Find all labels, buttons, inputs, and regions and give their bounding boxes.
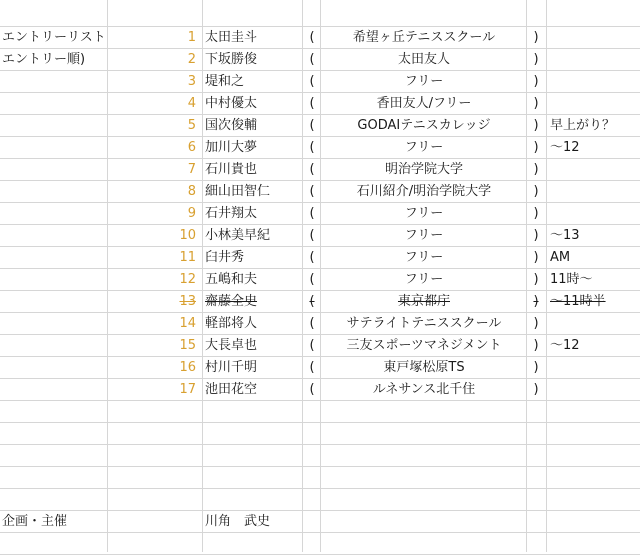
paren-close[interactable]: ) — [533, 140, 539, 155]
paren-open[interactable]: ( — [309, 250, 315, 265]
entry-number[interactable]: 12 — [179, 272, 196, 287]
entry-number[interactable]: 10 — [179, 228, 196, 243]
player-name[interactable]: 臼井秀 — [205, 250, 245, 265]
entry-number[interactable]: 16 — [179, 360, 196, 375]
paren-close[interactable]: ) — [533, 360, 539, 375]
player-name[interactable]: 軽部将人 — [205, 316, 258, 331]
affiliation[interactable]: GODAIテニスカレッジ — [357, 118, 491, 133]
paren-open[interactable]: ( — [309, 206, 315, 221]
affiliation[interactable]: 希望ヶ丘テニススクール — [352, 30, 496, 45]
paren-open[interactable]: ( — [309, 272, 315, 287]
player-name[interactable]: 加川大夢 — [205, 140, 258, 155]
affiliation[interactable]: サテライトテニススクール — [346, 316, 502, 331]
note[interactable]: 〜12 — [550, 140, 580, 155]
paren-close[interactable]: ) — [533, 228, 539, 243]
entry-number[interactable]: 9 — [187, 206, 196, 221]
paren-open[interactable]: ( — [309, 316, 315, 331]
paren-close[interactable]: ) — [533, 272, 539, 287]
entry-number[interactable]: 6 — [187, 140, 196, 155]
entry-number[interactable]: 13 — [179, 294, 196, 309]
table-row[interactable] — [0, 291, 640, 313]
affiliation[interactable]: 明治学院大学 — [384, 162, 463, 177]
affiliation[interactable]: ルネサンス北千住 — [372, 382, 476, 397]
paren-close[interactable]: ) — [533, 52, 539, 67]
table-row[interactable] — [0, 71, 640, 93]
table-row[interactable] — [0, 49, 640, 71]
note[interactable] — [547, 379, 640, 400]
paren-close[interactable]: ) — [533, 96, 539, 111]
table-row[interactable] — [0, 115, 640, 137]
player-name[interactable]: 小林美早紀 — [205, 228, 271, 243]
paren-close[interactable]: ) — [533, 30, 539, 45]
note[interactable]: 〜12 — [550, 338, 580, 353]
sheet-subtitle: エントリー順) — [2, 52, 86, 67]
note[interactable]: 早上がり？ — [550, 118, 616, 133]
note[interactable]: 〜11時半 — [550, 294, 606, 309]
table-row[interactable] — [0, 269, 640, 291]
paren-close[interactable]: ) — [533, 338, 539, 353]
sheet-title: エントリーリスト — [2, 30, 106, 45]
note[interactable] — [547, 49, 640, 70]
paren-close[interactable]: ) — [533, 250, 539, 265]
affiliation[interactable]: フリー — [404, 140, 444, 155]
paren-open[interactable]: ( — [309, 52, 315, 67]
table-row[interactable] — [0, 159, 640, 181]
player-name[interactable]: 池田花空 — [205, 382, 258, 397]
affiliation[interactable]: フリー — [404, 250, 444, 265]
table-row[interactable] — [0, 137, 640, 159]
paren-open[interactable]: ( — [309, 30, 315, 45]
entry-number[interactable]: 7 — [187, 162, 196, 177]
table-row[interactable] — [0, 247, 640, 269]
player-name[interactable]: 大長卓也 — [205, 338, 258, 353]
table-row[interactable] — [0, 27, 640, 49]
empty-row[interactable] — [0, 467, 640, 489]
affiliation[interactable]: 東京都庁 — [397, 294, 450, 309]
entry-number[interactable]: 2 — [187, 52, 196, 67]
paren-close[interactable]: ) — [533, 206, 539, 221]
paren-open[interactable]: ( — [309, 140, 315, 155]
footer-row[interactable] — [0, 511, 640, 533]
paren-close[interactable]: ) — [533, 382, 539, 397]
note[interactable] — [547, 357, 640, 378]
player-name[interactable]: 齋藤全史 — [205, 294, 258, 309]
paren-close[interactable]: ) — [533, 316, 539, 331]
sheet-row[interactable] — [0, 0, 640, 27]
paren-open[interactable]: ( — [309, 382, 315, 397]
empty-row[interactable] — [0, 401, 640, 423]
paren-open[interactable]: ( — [309, 294, 315, 309]
player-name[interactable]: 村川千明 — [205, 360, 258, 375]
entry-number[interactable]: 15 — [179, 338, 196, 353]
player-name[interactable]: 堤和之 — [205, 74, 245, 89]
player-name[interactable]: 太田圭斗 — [205, 30, 258, 45]
paren-close[interactable]: ) — [533, 184, 539, 199]
affiliation[interactable]: 石川紹介/明治学院大学 — [356, 184, 492, 199]
table-row[interactable] — [0, 203, 640, 225]
entry-number[interactable]: 17 — [179, 382, 196, 397]
player-name[interactable]: 細山田智仁 — [205, 184, 271, 199]
note[interactable] — [547, 71, 640, 92]
note[interactable] — [547, 27, 640, 48]
note[interactable] — [547, 203, 640, 224]
note[interactable]: 〜13 — [550, 228, 580, 243]
table-row[interactable] — [0, 357, 640, 379]
paren-open[interactable]: ( — [309, 360, 315, 375]
affiliation[interactable]: 香田友人/フリー — [376, 96, 472, 111]
empty-row[interactable] — [0, 489, 640, 511]
note[interactable] — [547, 93, 640, 114]
affiliation[interactable]: フリー — [404, 228, 444, 243]
entry-number[interactable]: 3 — [187, 74, 196, 89]
paren-close[interactable]: ) — [533, 118, 539, 133]
note[interactable] — [547, 181, 640, 202]
organizer-name[interactable]: 川角 武史 — [205, 514, 271, 529]
table-row[interactable] — [0, 181, 640, 203]
table-row[interactable] — [0, 335, 640, 357]
table-row[interactable] — [0, 379, 640, 401]
player-name[interactable]: 中村優太 — [205, 96, 258, 111]
paren-open[interactable]: ( — [309, 184, 315, 199]
empty-row[interactable] — [0, 423, 640, 445]
table-row[interactable] — [0, 93, 640, 115]
paren-close[interactable]: ) — [533, 162, 539, 177]
paren-open[interactable]: ( — [309, 118, 315, 133]
note[interactable] — [547, 313, 640, 334]
paren-open[interactable]: ( — [309, 228, 315, 243]
player-name[interactable]: 石井翔太 — [205, 206, 258, 221]
affiliation[interactable]: 三友スポーツマネジメント — [346, 338, 502, 353]
affiliation[interactable]: 東戸塚松原TS — [383, 360, 465, 375]
paren-open[interactable]: ( — [309, 338, 315, 353]
player-name[interactable]: 石川貴也 — [205, 162, 258, 177]
entry-number[interactable]: 11 — [179, 250, 196, 265]
entry-number[interactable]: 8 — [187, 184, 196, 199]
note[interactable]: AM — [550, 250, 571, 265]
player-name[interactable]: 国次俊輔 — [205, 118, 258, 133]
entry-number[interactable]: 4 — [187, 96, 196, 111]
organizer-label: 企画・主催 — [2, 514, 68, 529]
entry-number[interactable]: 1 — [187, 30, 196, 45]
table-row[interactable] — [0, 313, 640, 335]
paren-open[interactable]: ( — [309, 96, 315, 111]
affiliation[interactable]: フリー — [404, 206, 444, 221]
affiliation[interactable]: 太田友人 — [397, 52, 450, 67]
entry-number[interactable]: 5 — [187, 118, 196, 133]
empty-row[interactable] — [0, 445, 640, 467]
paren-close[interactable]: ) — [533, 294, 539, 309]
table-row[interactable] — [0, 225, 640, 247]
player-name[interactable]: 五嶋和夫 — [205, 272, 258, 287]
paren-close[interactable]: ) — [533, 74, 539, 89]
entry-number[interactable]: 14 — [179, 316, 196, 331]
affiliation[interactable]: フリー — [404, 74, 444, 89]
note[interactable] — [547, 159, 640, 180]
affiliation[interactable]: フリー — [404, 272, 444, 287]
paren-open[interactable]: ( — [309, 74, 315, 89]
player-name[interactable]: 下坂勝俊 — [205, 52, 258, 67]
paren-open[interactable]: ( — [309, 162, 315, 177]
note[interactable]: 11時〜 — [550, 272, 593, 287]
